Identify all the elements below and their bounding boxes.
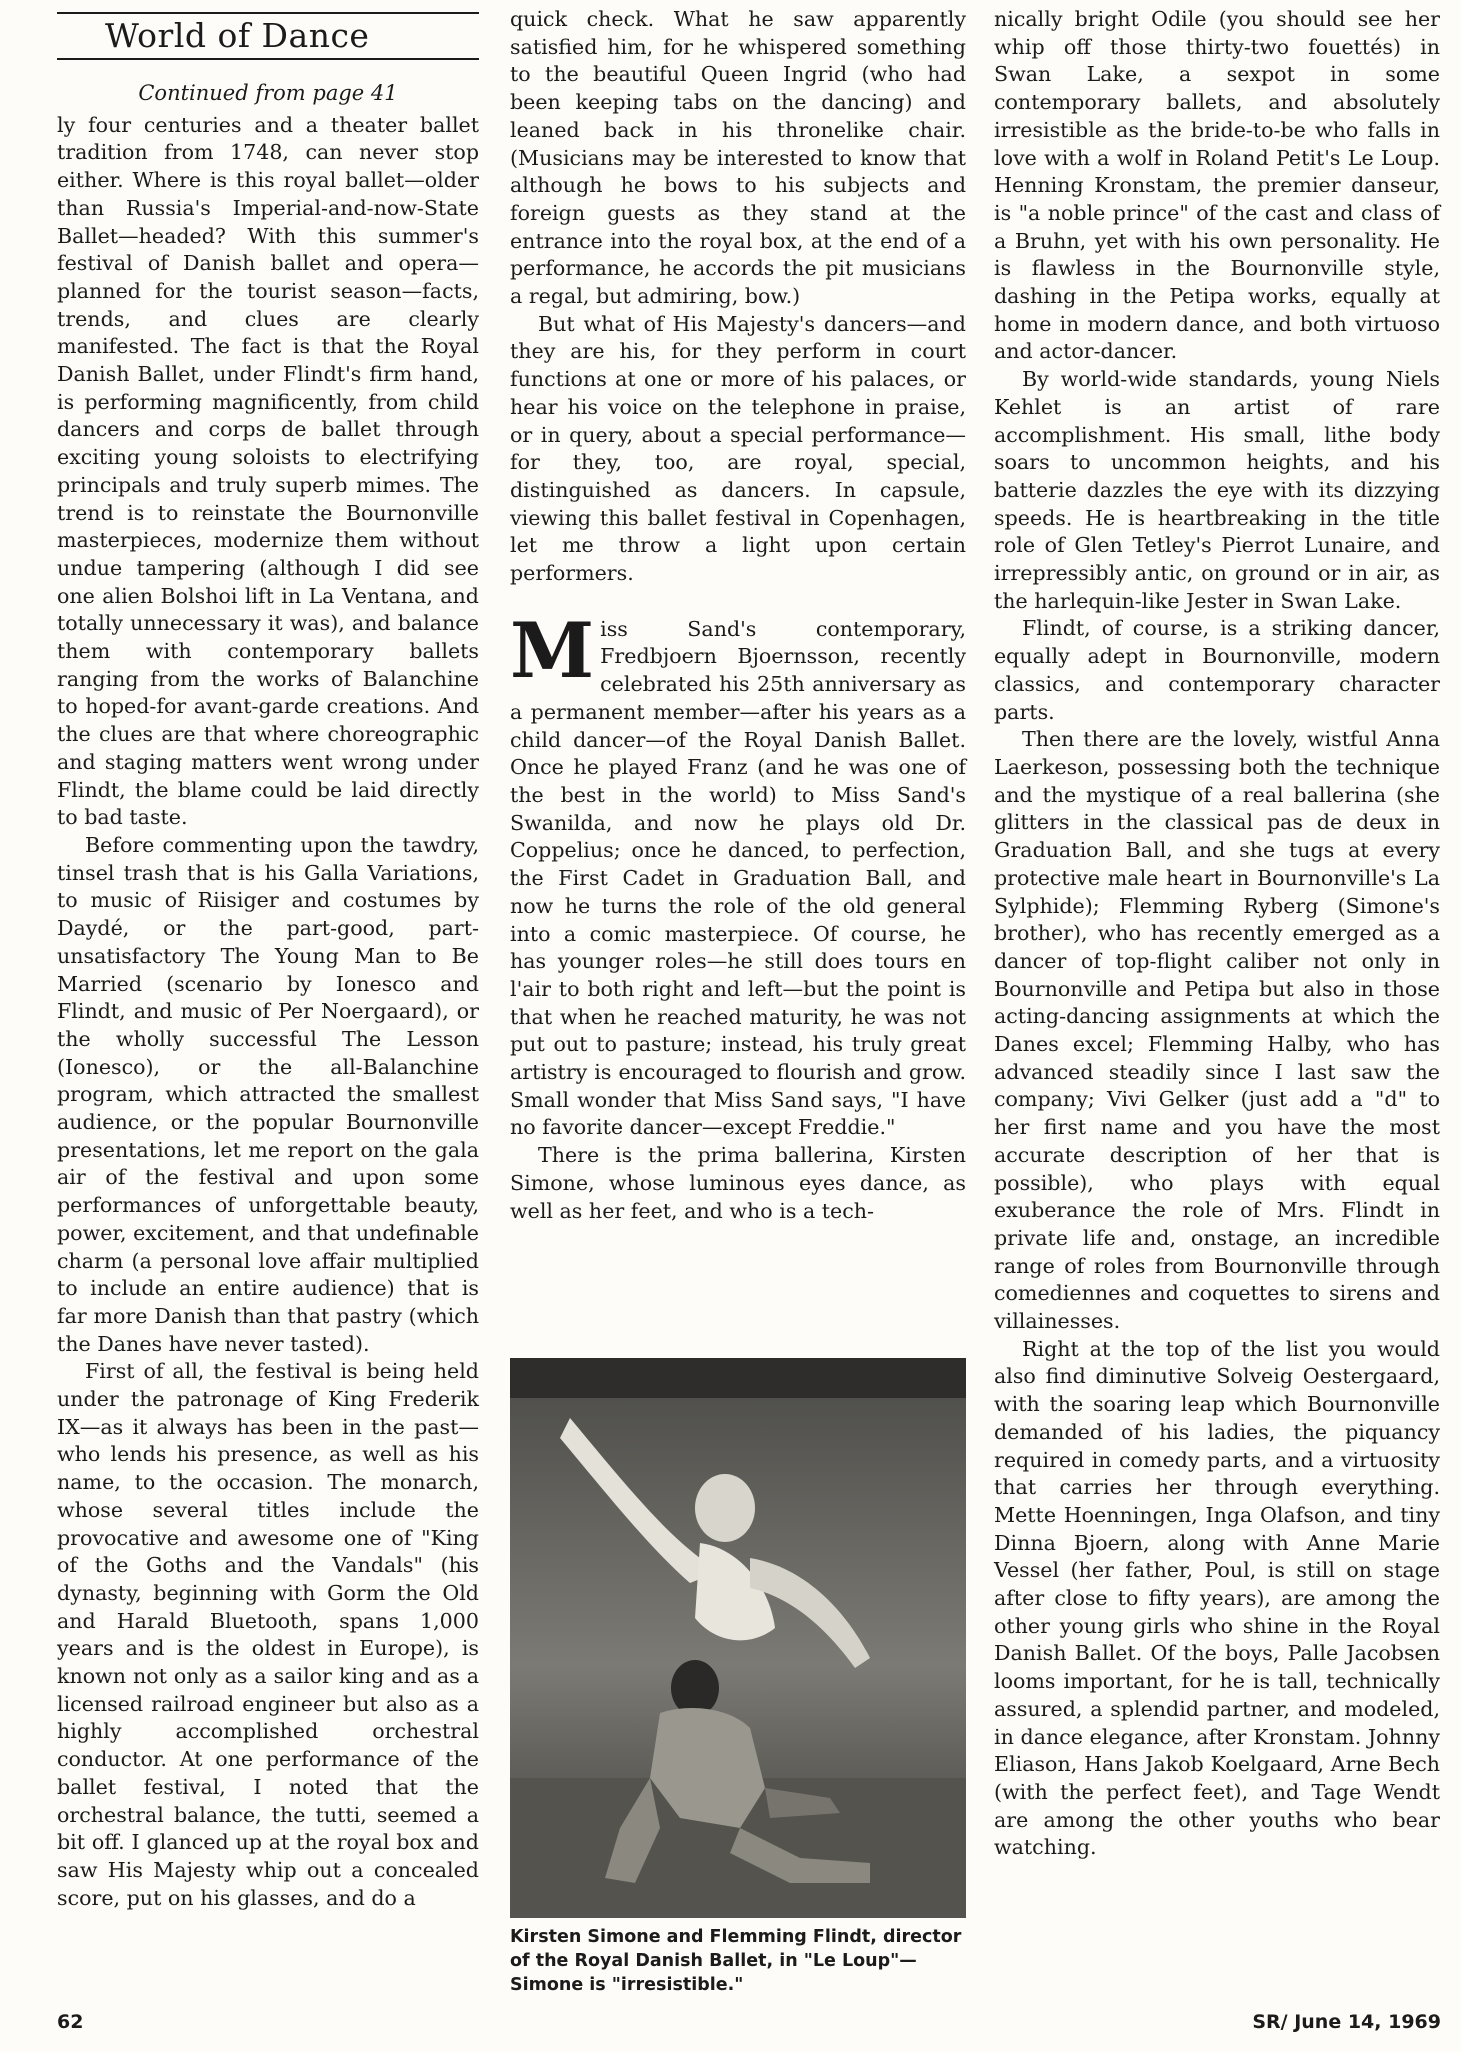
drop-cap: M [510, 605, 595, 695]
dancers-photo-illustration [510, 1358, 966, 1918]
continued-note: Continued from page 41 [138, 81, 398, 105]
paragraph: Flindt, of course, is a striking dancer, equally adept in Bournonville, modern classics, and contemporary character parts. [994, 616, 1440, 724]
paragraph: There is the prima ballerina, Kirsten Simone, whose luminous eyes dance, as well as her feet, and who is a tech- [510, 1143, 966, 1223]
section-header [57, 12, 479, 60]
paragraph: By world-wide standards, young Niels Kehlet is an artist of rare accomplishment. His small, lithe body soars to uncommon heights, and his batterie dazzles the eye with its dizzying speeds. He is heartbreaking in the title role of Glen Tetley's Pierrot Lunaire, and irrepressibly antic, on ground or in air, as the harlequin-like Jester in Swan Lake. [994, 367, 1440, 613]
paragraph: Right at the top of the list you would also find diminutive Solveig Oestergaard, with the soaring leap which Bournonville demanded of his ladies, the piquancy required in comedy parts, and a virtuosity that carries her through everything. Mette Hoenningen, Inga Olafson, and tiny Dinna Bjoern, along with Anne Marie Vessel (her father, Poul, is still on stage after close to fifty years), are among the other young girls who shine in the Royal Danish Ballet. Of the boys, Palle Jacobsen looms important, for he is tall, technically assured, a splendid partner, and modeled, in dance elegance, after Kronstam. Johnny Eliason, Hans Jakob Koelgaard, Arne Bech (with the perfect feet), and Tage Wendt are among the other youths who bear watching. [994, 1336, 1440, 1860]
paragraph: But what of His Majesty's dancers—and they are his, for they perform in court functions at one or more of his palaces, or hear his voice on the telephone in praise, or in query, about a special performance—for they, too, are royal, special, distinguished as dancers. In capsule, viewing this ballet festival in Copenhagen, let me throw a light upon certain performers. [510, 311, 966, 586]
paragraph: ly four centuries and a theater ballet tradition from 1748, can never stop either. Where is this royal ballet—older than Russia's Imperial-and-now-State Ballet—headed? With this summer's festival of Danish ballet and opera—planned for the tourist season—facts, trends, and clues are clearly manifested. The fact is that the Royal Danish Ballet, under Flindt's firm hand, is performing magnificently, from child dancers and corps de ballet through exciting young soloists to electrifying principals and truly superb mimes. The trend is to reinstate the Bournonville masterpieces, modernize them without undue tampering (although I did see one alien Bolshoi lift in La Ventana, and totally unnecessary it was), and balance them with contemporary ballets ranging from the works of Balanchine to hoped-for avant-garde creations. And the clues are that where choreographic and staging matters went wrong under Flindt, the blame could be laid directly to bad taste. [57, 112, 479, 830]
paragraph: nically bright Odile (you should see her whip off those thirty-two fouettés) in Swan Lake, a sexpot in some contemporary ballets, and absolutely irresistible as the bride-to-be who falls in love with a wolf in Roland Petit's Le Loup. Henning Kronstam, the premier danseur, is "a noble prince" of the cast and class of a Bruhn, yet with his own personality. He is flawless in the Bournonville style, dashing in the Petipa works, equally at home in modern dance, and both virtuoso and actor-dancer. [994, 7, 1440, 364]
column-1 [57, 0, 479, 1912]
column-2 [510, 6, 966, 1225]
paragraph: Then there are the lovely, wistful Anna Laerkeson, possessing both the technique and the mystique of a real ballerina (she glitters in the classical pas de deux in Graduation Ball, and she tugs at every protective male heart in Bournonville's La Sylphide); Flemming Ryberg (Simone's brother), who has recently emerged as a dancer of top-flight caliber not only in Bournonville and Petipa but also in those acting-dancing assignments at which the Danes excel; Flemming Halby, who has advanced steadily since I last saw the company; Vivi Gelker (just add a "d" to her first name and you have the most accurate description of her that is possible), who plays with equal exuberance the role of Mrs. Flindt in private life and, onstage, an incredible range of roles from Bournonville through comediennes and coquettes to sirens and villainesses. [994, 727, 1440, 1334]
dance-photo [510, 1358, 966, 1918]
paragraph: Before commenting upon the tawdry, tinsel trash that is his Galla Variations, to music of Riisiger and costumes by Daydé, or the part-good, part-unsatisfactory The Young Man to Be Married (scenario by Ionesco and Flindt, and music of Per Noergaard), or the wholly successful The Lesson (Ionesco), or the all-Balanchine program, which attracted the smallest audience, or the popular Bournonville presentations, let me report on the gala air of the festival and upon some performances of unforgettable beauty, power, excitement, and that undefinable charm (a personal love affair multiplied to include an entire audience) that is far more Danish than that pastry (which the Danes have never tasted). [57, 832, 479, 1356]
paragraph: quick check. What he saw apparently satisfied him, for he whispered something to the beautiful Queen Ingrid (who had been keeping tabs on the dancing) and leaned back in his thronelike chair. (Musicians may be interested to know that although he bows to his subjects and foreign guests as they stand at the entrance into the royal box, at the end of a performance, he accords the pit musicians a regal, but admiring, bow.) [510, 7, 966, 309]
paragraph-text: iss Sand's contemporary, Fredbjoern Bjoernsson, recently celebrated his 25th anniversary as a permanent member—after his years as a child dancer—of the Royal Danish Ballet. Once he played Franz (and he was one of the best in the world) to Miss Sand's Swanilda, and now he plays old Dr. Coppelius; once he danced, to perfection, the First Cadet in Graduation Ball, and now he turns the role of the old general into a comic masterpiece. Of course, he has younger roles—he still does tours en l'air to both right and left—but the point is that when he reached maturity, he was not put out to pasture; instead, his truly great artistry is encouraged to flourish and grow. Small wonder that Miss Sand says, "I have no favorite dancer—except Freddie." [510, 616, 966, 1140]
paragraph-with-dropcap [510, 605, 966, 1142]
paragraph: First of all, the festival is being held under the patronage of King Frederik IX—as it always has been in the past—who lends his presence, as well as his name, to the occasion. The monarch, whose several titles include the provocative and awesome one of "King of the Goths and the Vandals" (his dynasty, beginning with Gorm the Old and Harald Bluetooth, spans 1,000 years and is the oldest in Europe), is known not only as a sailor king and as a licensed railroad engineer but also as a highly accomplished orchestral conductor. At one performance of the ballet festival, I noted that the orchestral balance, the tutti, seemed a bit off. I glanced up at the royal box and saw His Majesty whip out a concealed score, put on his glasses, and do a [57, 1359, 479, 1910]
page-number: 62 [57, 2011, 84, 2033]
column-3 [994, 6, 1440, 1862]
issue-date: SR/ June 14, 1969 [1252, 2011, 1441, 2033]
photo-caption: Kirsten Simone and Flemming Flindt, director of the Royal Danish Ballet, in "Le Loup"—Simone is "irresistible." [510, 1927, 962, 1995]
section-title: World of Dance [105, 16, 370, 56]
